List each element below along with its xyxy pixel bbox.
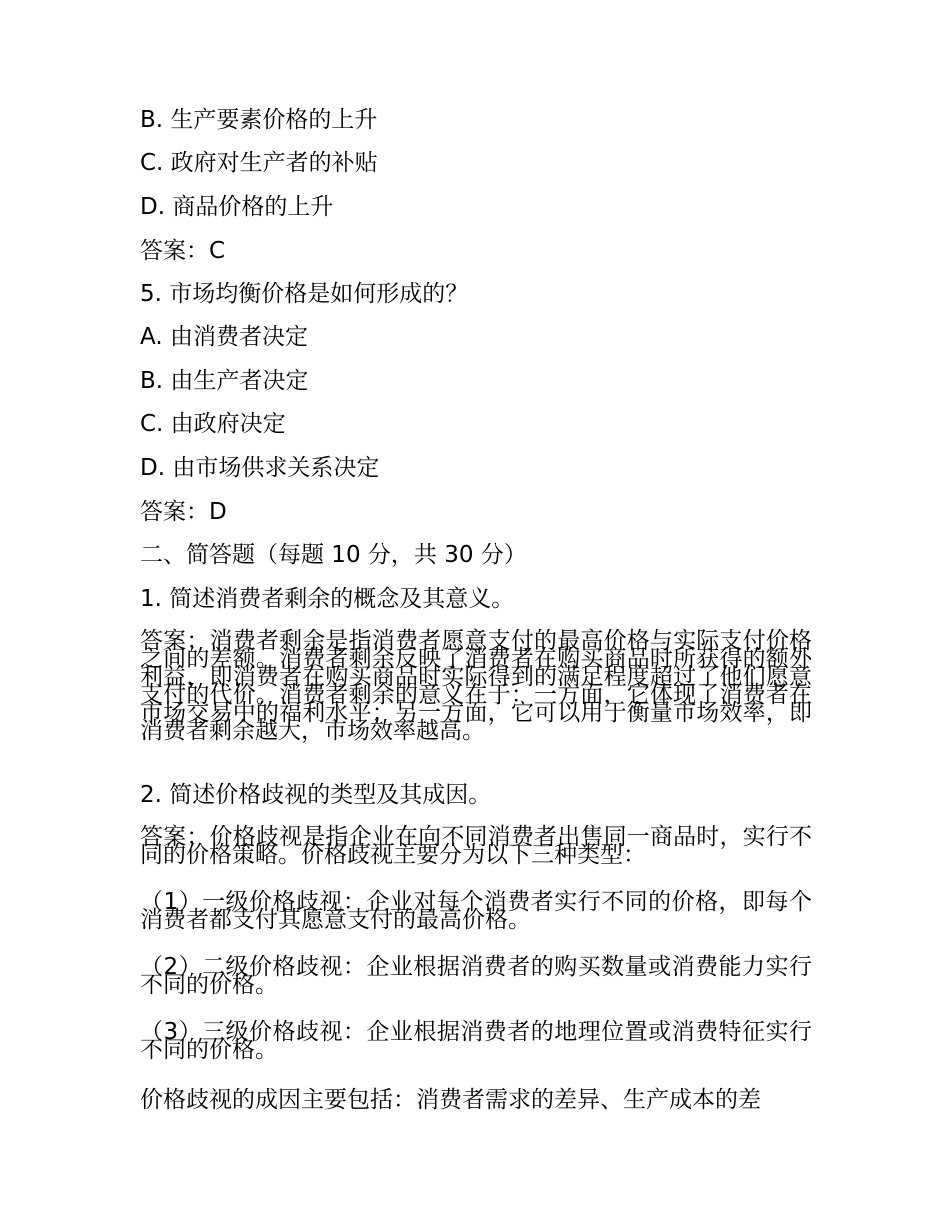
question-5: 5. 市场均衡价格是如何形成的？	[140, 281, 469, 307]
answer-q5: 答案：D	[140, 499, 227, 525]
price-discrimination-type-2: （2）二级价格歧视：企业根据消费者的购买数量或消费能力实行不同的价格。	[140, 954, 812, 998]
option-q4-b: B. 生产要素价格的上升	[140, 107, 378, 133]
option-q4-c: C. 政府对生产者的补贴	[140, 150, 378, 176]
answer-short-question-1: 答案：消费者剩余是指消费者愿意支付的最高价格与实际支付价格之间的差额。消费者剩余反映了消费者在购买商品时所获得的额外利益，即消费者在购买商品时实际得到的满足程度超过了他们愿意支付的代价。消费者剩余的意义在于：一方面，它体现了消费者在市场交易中的福利水平；另一方面，它可以用于衡量市场效率，即消费者剩余越大，市场效率越高。	[140, 628, 812, 744]
option-q5-a: A. 由消费者决定	[140, 324, 308, 350]
price-discrimination-type-3: （3）三级价格歧视：企业根据消费者的地理位置或消费特征实行不同的价格。	[140, 1019, 812, 1063]
option-q5-b: B. 由生产者决定	[140, 368, 309, 394]
option-q5-c: C. 由政府决定	[140, 411, 286, 437]
short-question-1: 1. 简述消费者剩余的概念及其意义。	[140, 586, 515, 612]
section-heading-short-answer: 二、简答题（每题 10 分，共 30 分）	[140, 542, 527, 568]
price-discrimination-type-1: （1）一级价格歧视：企业对每个消费者实行不同的价格，即每个消费者都支付其愿意支付的最高价格。	[140, 889, 812, 933]
option-q4-d: D. 商品价格的上升	[140, 194, 334, 220]
short-question-2: 2. 简述价格歧视的类型及其成因。	[140, 782, 492, 808]
answer-short-question-2: 答案：价格歧视是指企业在向不同消费者出售同一商品时，实行不同的价格策略。价格歧视主要分为以下三种类型：	[140, 824, 812, 868]
option-q5-d: D. 由市场供求关系决定	[140, 455, 380, 481]
price-discrimination-causes: 价格歧视的成因主要包括：消费者需求的差异、生产成本的差	[140, 1087, 761, 1113]
answer-q4: 答案：C	[140, 238, 226, 264]
